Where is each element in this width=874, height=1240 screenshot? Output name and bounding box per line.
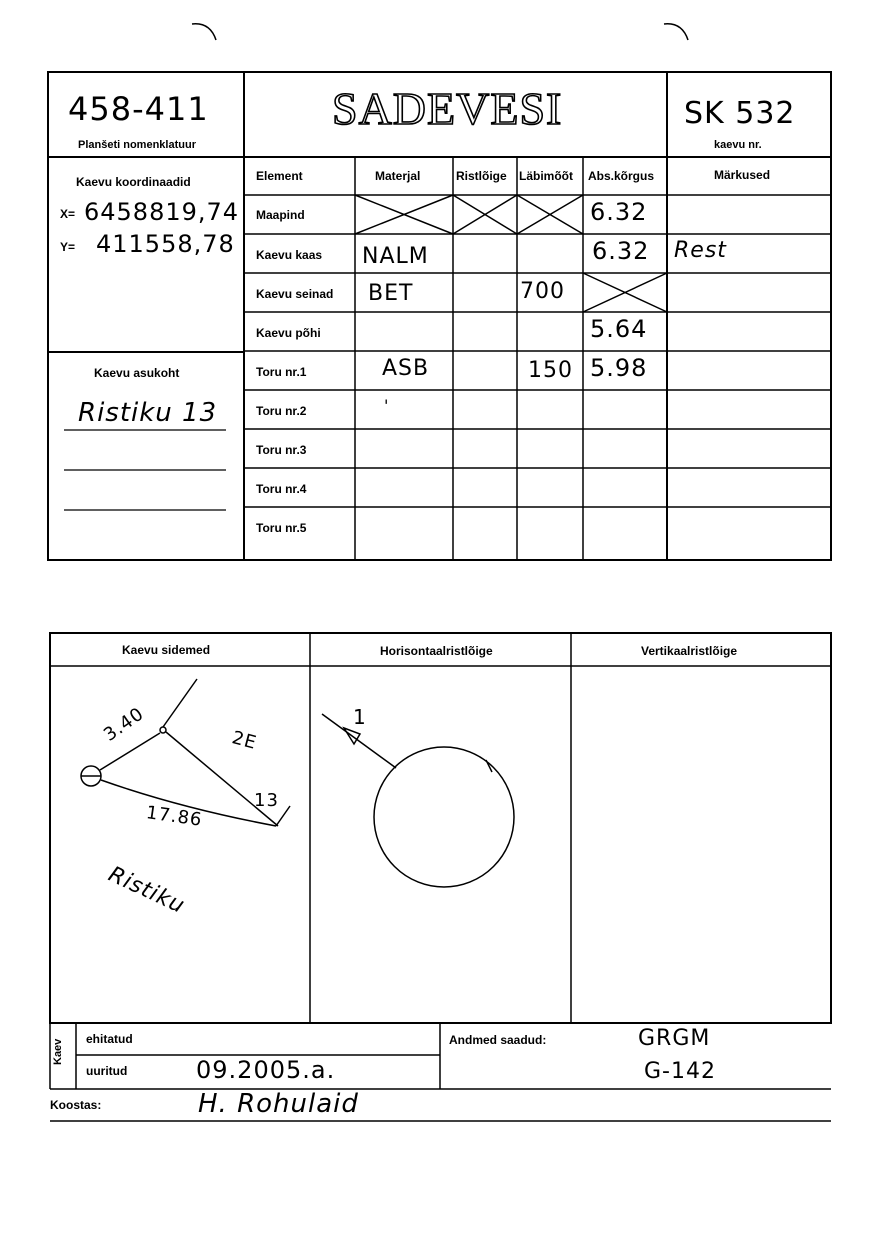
- pipe-arrow-number: 1: [353, 705, 367, 729]
- row-element-toru-1: Toru nr.1: [256, 365, 307, 379]
- x-coordinate-label: X=: [60, 207, 76, 221]
- sketch-header-vertical: Vertikaalristlõige: [641, 644, 738, 658]
- col-header-cross-section: Ristlõige: [456, 169, 507, 183]
- col-header-abs-height: Abs.kõrgus: [588, 169, 655, 183]
- col-header-material: Materjal: [375, 169, 421, 183]
- author-value: H. Rohulaid: [198, 1089, 359, 1119]
- footer-kaev-label: Kaev: [52, 1038, 64, 1065]
- sketch-street-name: Ristiku: [104, 861, 189, 920]
- cell-maapind-height: 6.32: [590, 198, 648, 226]
- sketch-header-links: Kaevu sidemed: [122, 643, 211, 657]
- cell-toru1-diameter: 150: [528, 358, 573, 383]
- well-number-label: kaevu nr.: [714, 139, 762, 151]
- row-element-toru-4: Toru nr.4: [256, 482, 307, 496]
- location-label: Kaevu asukoht: [94, 366, 180, 380]
- sketch-header-horizontal: Horisontaalristlõige: [380, 644, 493, 658]
- cell-kaas-notes: Rest: [674, 238, 727, 263]
- row-element-toru-5: Toru nr.5: [256, 521, 307, 535]
- col-header-element: Element: [256, 169, 303, 183]
- sketch-dim-b: 2E: [229, 727, 260, 754]
- cell-toru1-height: 5.98: [590, 354, 648, 382]
- coordinates-label: Kaevu koordinaadid: [76, 175, 191, 189]
- row-element-toru-2: Toru nr.2: [256, 404, 307, 418]
- cell-seinad-material: BET: [368, 281, 414, 306]
- cell-pohi-height: 5.64: [590, 315, 648, 343]
- row-element-kaevu-pohi: Kaevu põhi: [256, 326, 321, 340]
- author-label: Koostas:: [50, 1098, 102, 1112]
- cell-seinad-diameter: 700: [520, 279, 565, 304]
- data-source-value-2: G-142: [644, 1059, 716, 1084]
- col-header-notes: Märkused: [714, 168, 771, 182]
- surveyed-value: 09.2005.a.: [196, 1056, 336, 1084]
- row-element-kaevu-kaas: Kaevu kaas: [256, 248, 323, 262]
- sketch-dim-c: 13: [254, 790, 279, 811]
- row-element-toru-3: Toru nr.3: [256, 443, 307, 457]
- plan-nomenclature-value: 458-411: [68, 90, 209, 128]
- location-value: Ristiku 13: [78, 398, 218, 428]
- y-coordinate-label: Y=: [60, 240, 76, 254]
- col-header-diameter: Läbimõõt: [519, 169, 573, 183]
- sketch-dim-d: 17.86: [144, 802, 204, 831]
- cell-kaas-height: 6.32: [592, 237, 650, 265]
- built-label: ehitatud: [86, 1032, 133, 1046]
- well-number-value: SK 532: [684, 96, 796, 131]
- data-source-value-1: GRGM: [638, 1026, 711, 1051]
- sketch-dim-a: 3.40: [99, 703, 149, 746]
- row-element-kaevu-seinad: Kaevu seinad: [256, 287, 334, 301]
- y-coordinate-value: 411558,78: [96, 230, 235, 258]
- data-source-label: Andmed saadud:: [449, 1033, 547, 1047]
- cell-toru1-material: ASB: [382, 356, 430, 381]
- cell-kaas-material: NALM: [362, 244, 429, 269]
- plan-nomenclature-label: Planšeti nomenklatuur: [78, 139, 196, 151]
- form-title: SADEVESI: [332, 83, 563, 134]
- x-coordinate-value: 6458819,74: [84, 198, 240, 226]
- row-element-maapind: Maapind: [256, 208, 305, 222]
- cell-toru2-material: ': [384, 396, 390, 415]
- surveyed-label: uuritud: [86, 1064, 128, 1078]
